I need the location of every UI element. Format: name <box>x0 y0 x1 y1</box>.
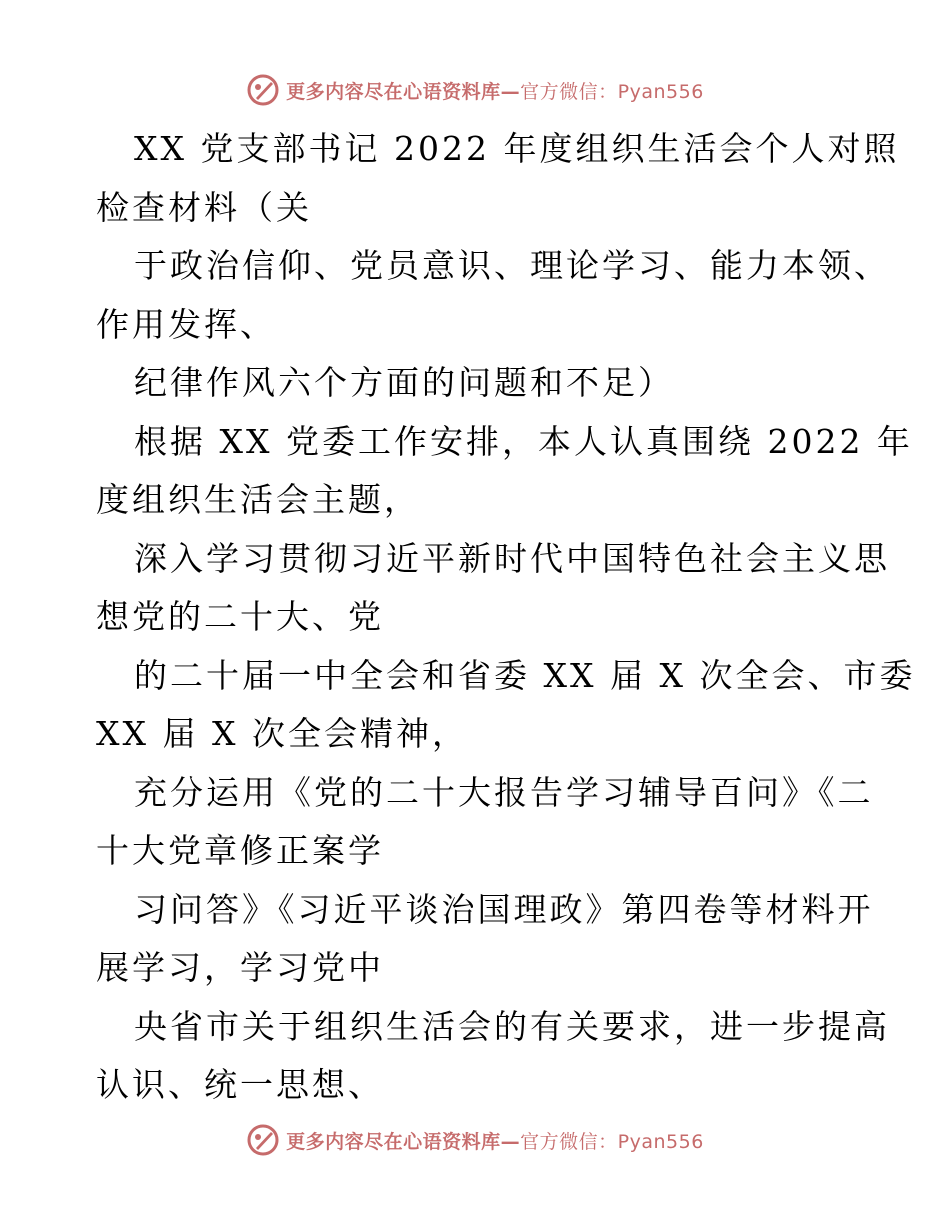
banner-text <box>286 1127 704 1154</box>
quill-seal-icon <box>246 73 280 107</box>
banner-text <box>286 77 704 104</box>
doc-line: 根据 XX 党委工作安排，本人认真围绕 2022 年 <box>134 421 913 461</box>
doc-line: 充分运用《党的二十大报告学习辅导百问》《二 <box>134 772 874 812</box>
document-body <box>96 120 916 1115</box>
doc-line: 于政治信仰、党员意识、理论学习、能力本领、 <box>134 246 890 285</box>
doc-line: 想党的二十大、党 <box>96 597 384 636</box>
doc-line: 展学习，学习党中 <box>96 948 384 987</box>
header-watermark-banner <box>0 70 950 110</box>
doc-line: 的二十届一中全会和省委 XX 届 X 次全会、市委 <box>134 655 916 695</box>
doc-line: 十大党章修正案学 <box>96 831 384 870</box>
doc-line: 央省市关于组织生活会的有关要求，进一步提高 <box>134 1006 890 1046</box>
doc-line: 纪律作风六个方面的问题和不足） <box>134 363 674 402</box>
doc-line: 深入学习贯彻习近平新时代中国特色社会主义思 <box>134 538 890 578</box>
banner-wechat: 官方微信：Pyan556 <box>520 1130 704 1153</box>
banner-site-name: 更多内容尽在心语资料库 <box>286 1130 501 1153</box>
doc-line: 检查材料（关 <box>96 187 312 227</box>
quill-seal-icon <box>246 1123 280 1157</box>
doc-line: XX 届 X 次全会精神， <box>96 714 468 753</box>
doc-line: 认识、统一思想、 <box>96 1065 384 1104</box>
doc-line: 作用发挥、 <box>96 304 276 344</box>
doc-line: 度组织生活会主题， <box>96 480 420 519</box>
banner-separator: — <box>500 1130 521 1153</box>
banner-wechat: 官方微信：Pyan556 <box>520 80 704 103</box>
footer-watermark-banner <box>0 1120 950 1160</box>
doc-line: 习问答》《习近平谈治国理政》第四卷等材料开 <box>134 889 874 929</box>
doc-line: XX 党支部书记 2022 年度组织生活会个人对照 <box>134 129 900 168</box>
banner-site-name: 更多内容尽在心语资料库 <box>286 80 501 103</box>
banner-separator: — <box>500 80 521 103</box>
